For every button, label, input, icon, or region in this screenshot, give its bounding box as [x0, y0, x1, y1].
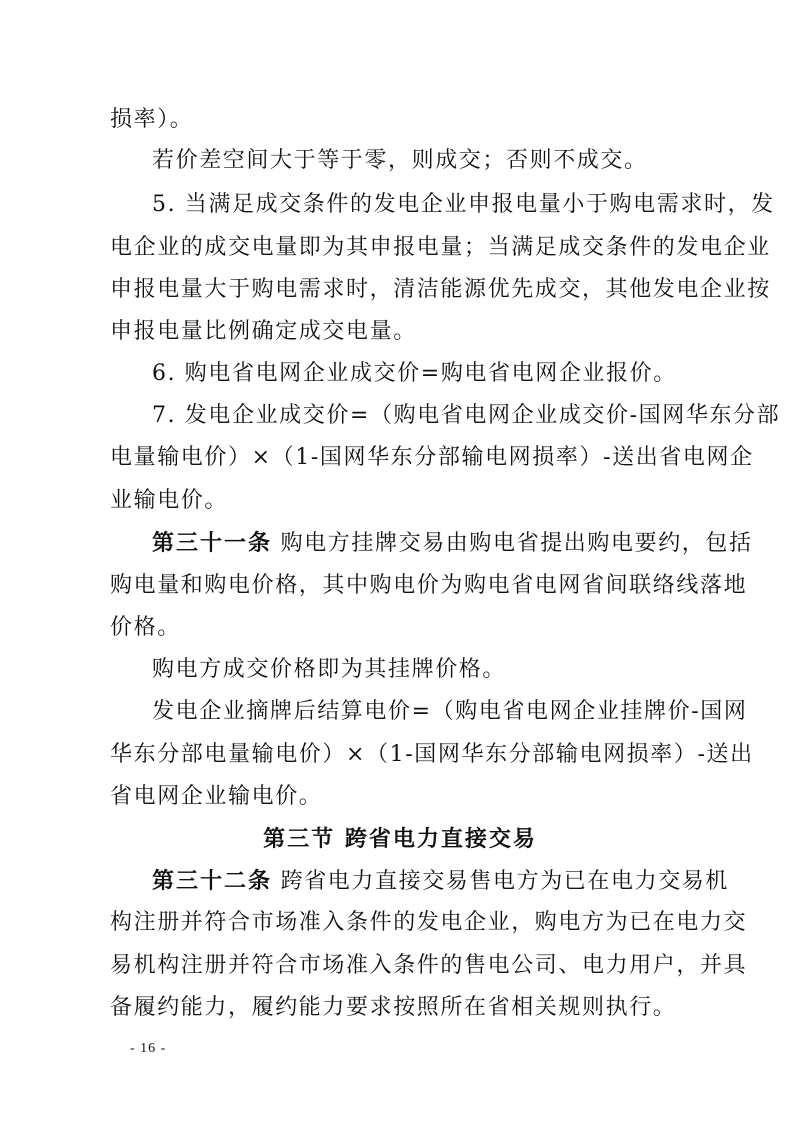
- text-line: 若价差空间大于等于零，则成交；否则不成交。: [152, 148, 648, 173]
- section-heading: 第三节 跨省电力直接交易: [263, 826, 537, 852]
- text-line: 省电网企业输电价。: [110, 784, 323, 809]
- page-number: - 16 -: [130, 1041, 167, 1056]
- text-line: 价格。: [110, 615, 181, 640]
- text-line: 损率）。: [110, 107, 194, 132]
- text-line: 5. 当满足成交条件的发电企业申报电量小于购电需求时，发: [152, 192, 775, 217]
- text-line: 备履约能力，履约能力要求按照所在省相关规则执行。: [110, 995, 677, 1020]
- text-line: 购电量和购电价格，其中购电价为购电省电网省间联络线落地: [110, 573, 748, 598]
- text-line: 构注册并符合市场准入条件的发电企业，购电方为已在电力交: [110, 910, 748, 935]
- article-heading: 第三十一条: [152, 530, 273, 556]
- article-line: [152, 866, 730, 897]
- text-line: 业输电价。: [110, 488, 229, 513]
- article-text: 跨省电力直接交易售电方为已在电力交易机: [280, 869, 730, 894]
- text-line: 申报电量比例确定成交电量。: [110, 319, 417, 344]
- text-line: 电量输电价）×（1-国网华东分部输电网损率）-送出省电网企: [110, 445, 754, 470]
- text-line: 6. 购电省电网企业成交价=购电省电网企业报价。: [152, 361, 677, 386]
- article-text: 购电方挂牌交易由购电省提出购电要约，包括: [280, 531, 753, 556]
- text-line: 华东分部电量输电价）×（1-国网华东分部输电网损率）-送出: [110, 742, 754, 767]
- text-line: 购电方成交价格即为其挂牌价格。: [152, 657, 507, 682]
- text-line: 电企业的成交电量即为其申报电量；当满足成交条件的发电企业: [110, 235, 771, 260]
- text-line: 发电企业摘牌后结算电价=（购电省电网企业挂牌价-国网: [152, 699, 748, 724]
- text-line: 申报电量大于购电需求时，清洁能源优先成交，其他发电企业按: [110, 277, 771, 302]
- text-line: 易机构注册并符合市场准入条件的售电公司、电力用户，并具: [110, 953, 748, 978]
- article-line: [152, 528, 753, 559]
- article-heading: 第三十二条: [152, 868, 273, 894]
- text-line: 7. 发电企业成交价=（购电省电网企业成交价-国网华东分部: [152, 403, 781, 428]
